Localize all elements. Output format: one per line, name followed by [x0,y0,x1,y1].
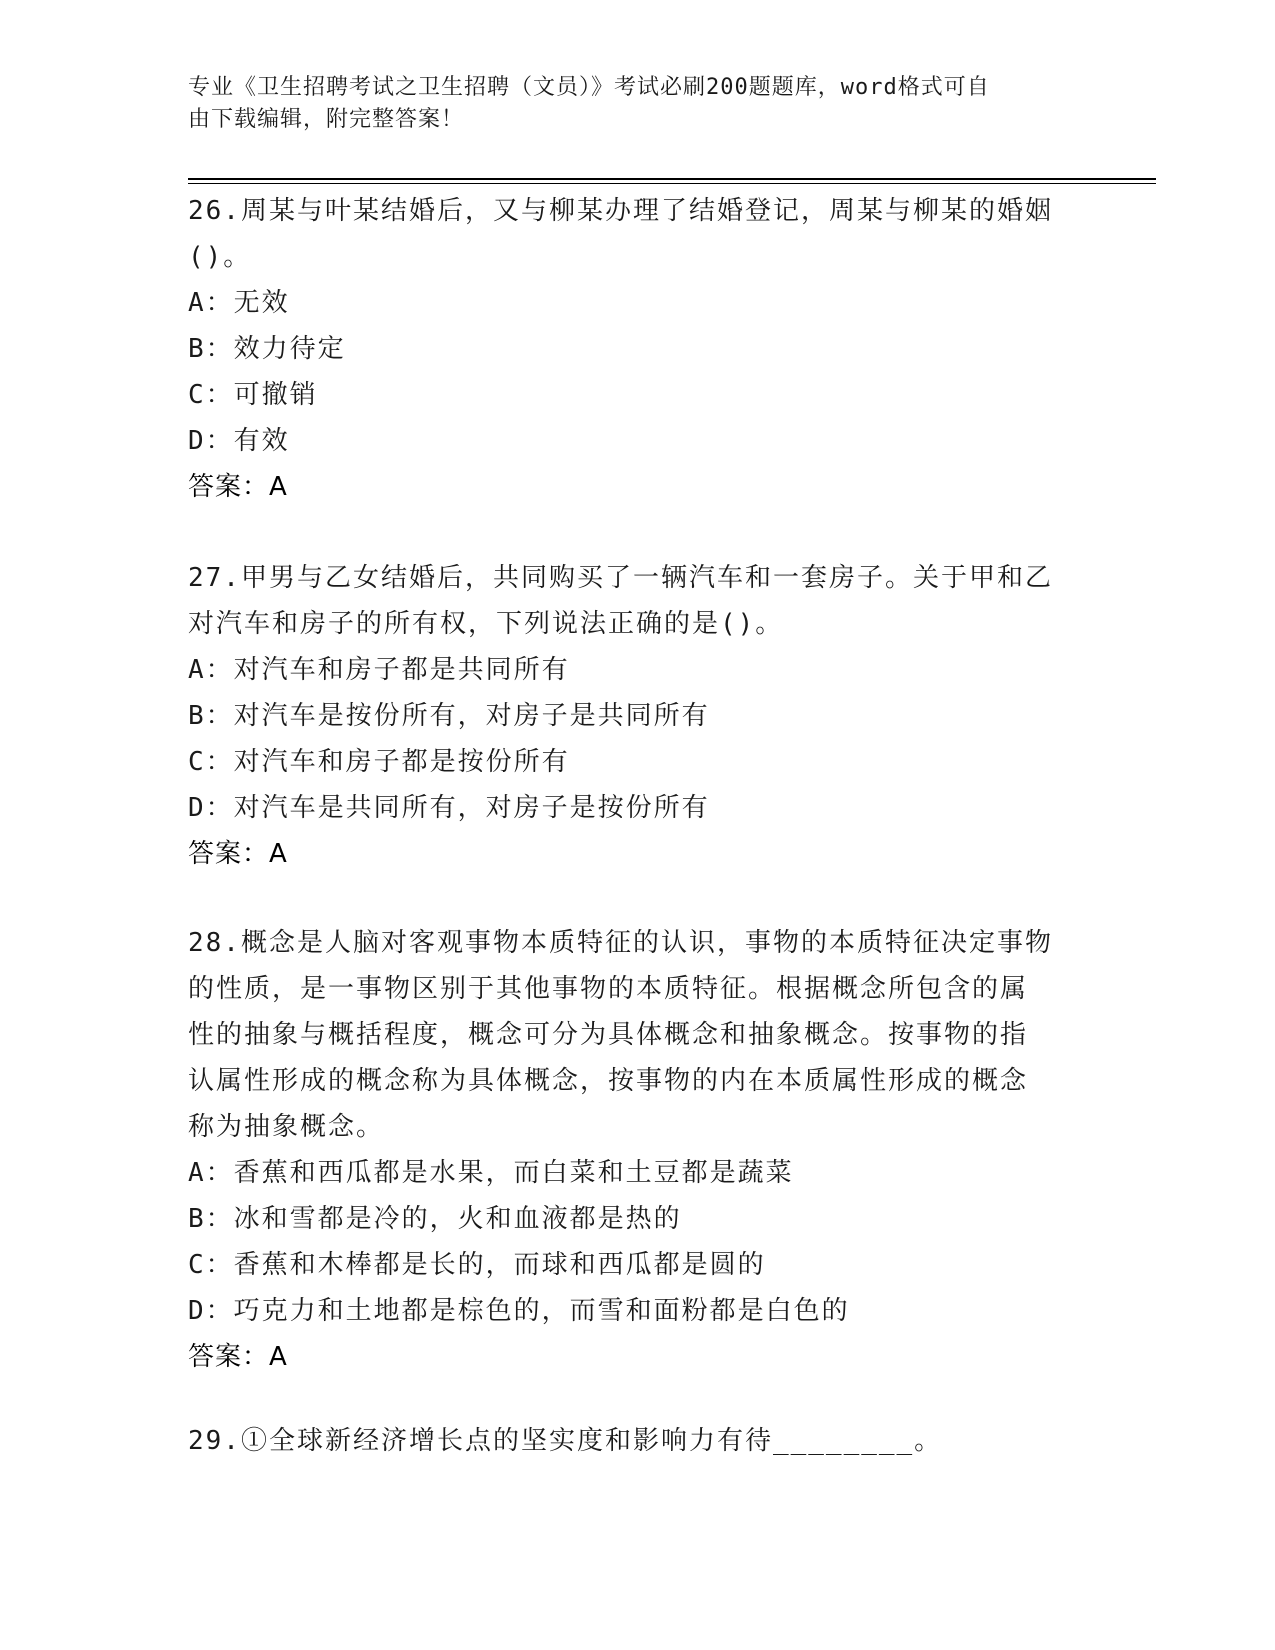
answer-line: 答案：A [188,839,288,869]
option-a: A：无效 [188,288,290,318]
option-b: B：冰和雪都是冷的，火和血液都是热的 [188,1204,682,1234]
question-stem-line: 性的抽象与概括程度，概念可分为具体概念和抽象概念。按事物的指 [188,1020,1029,1050]
option-c: C：对汽车和房子都是按份所有 [188,747,570,777]
option-a: A：对汽车和房子都是共同所有 [188,655,570,685]
question-29 [188,1418,1088,1464]
option-b: B：对汽车是按份所有，对房子是共同所有 [188,701,710,731]
answer-line: 答案：A [188,472,288,502]
header-line-2: 由下载编辑，附完整答案！ [188,107,465,132]
question-stem-line: 称为抽象概念。 [188,1112,385,1142]
question-stem-line: 28.概念是人脑对客观事物本质特征的认识，事物的本质特征决定事物 [188,928,1053,958]
option-b: B：效力待定 [188,334,346,364]
option-c: C：香蕉和木棒都是长的，而球和西瓜都是圆的 [188,1250,766,1280]
header-divider-thick [188,178,1156,180]
document-header [188,72,1088,136]
question-stem-line: 认属性形成的概念称为具体概念，按事物的内在本质属性形成的概念 [188,1066,1029,1096]
header-divider-thin [188,183,1156,184]
question-stem-line: 26.周某与叶某结婚后，又与柳某办理了结婚登记，周某与柳某的婚姻 [188,196,1053,226]
question-stem-line: 对汽车和房子的所有权，下列说法正确的是()。 [188,609,784,639]
question-stem-line: 27.甲男与乙女结婚后，共同购买了一辆汽车和一套房子。关于甲和乙 [188,563,1053,593]
question-27 [188,555,1088,877]
option-a: A：香蕉和西瓜都是水果，而白菜和土豆都是蔬菜 [188,1158,794,1188]
option-d: D：巧克力和土地都是棕色的，而雪和面粉都是白色的 [188,1296,850,1326]
question-28 [188,920,1088,1380]
question-stem-line: 的性质，是一事物区别于其他事物的本质特征。根据概念所包含的属 [188,974,1029,1004]
option-d: D：对汽车是共同所有，对房子是按份所有 [188,793,710,823]
header-line-1: 专业《卫生招聘考试之卫生招聘（文员）》考试必刷200题题库，word格式可自 [188,75,990,100]
question-stem-line: ()。 [188,242,252,272]
question-26 [188,188,1088,510]
option-d: D：有效 [188,426,290,456]
question-stem-line: 29.①全球新经济增长点的坚实度和影响力有待________。 [188,1426,943,1456]
answer-line: 答案：A [188,1342,288,1372]
option-c: C：可撤销 [188,380,318,410]
